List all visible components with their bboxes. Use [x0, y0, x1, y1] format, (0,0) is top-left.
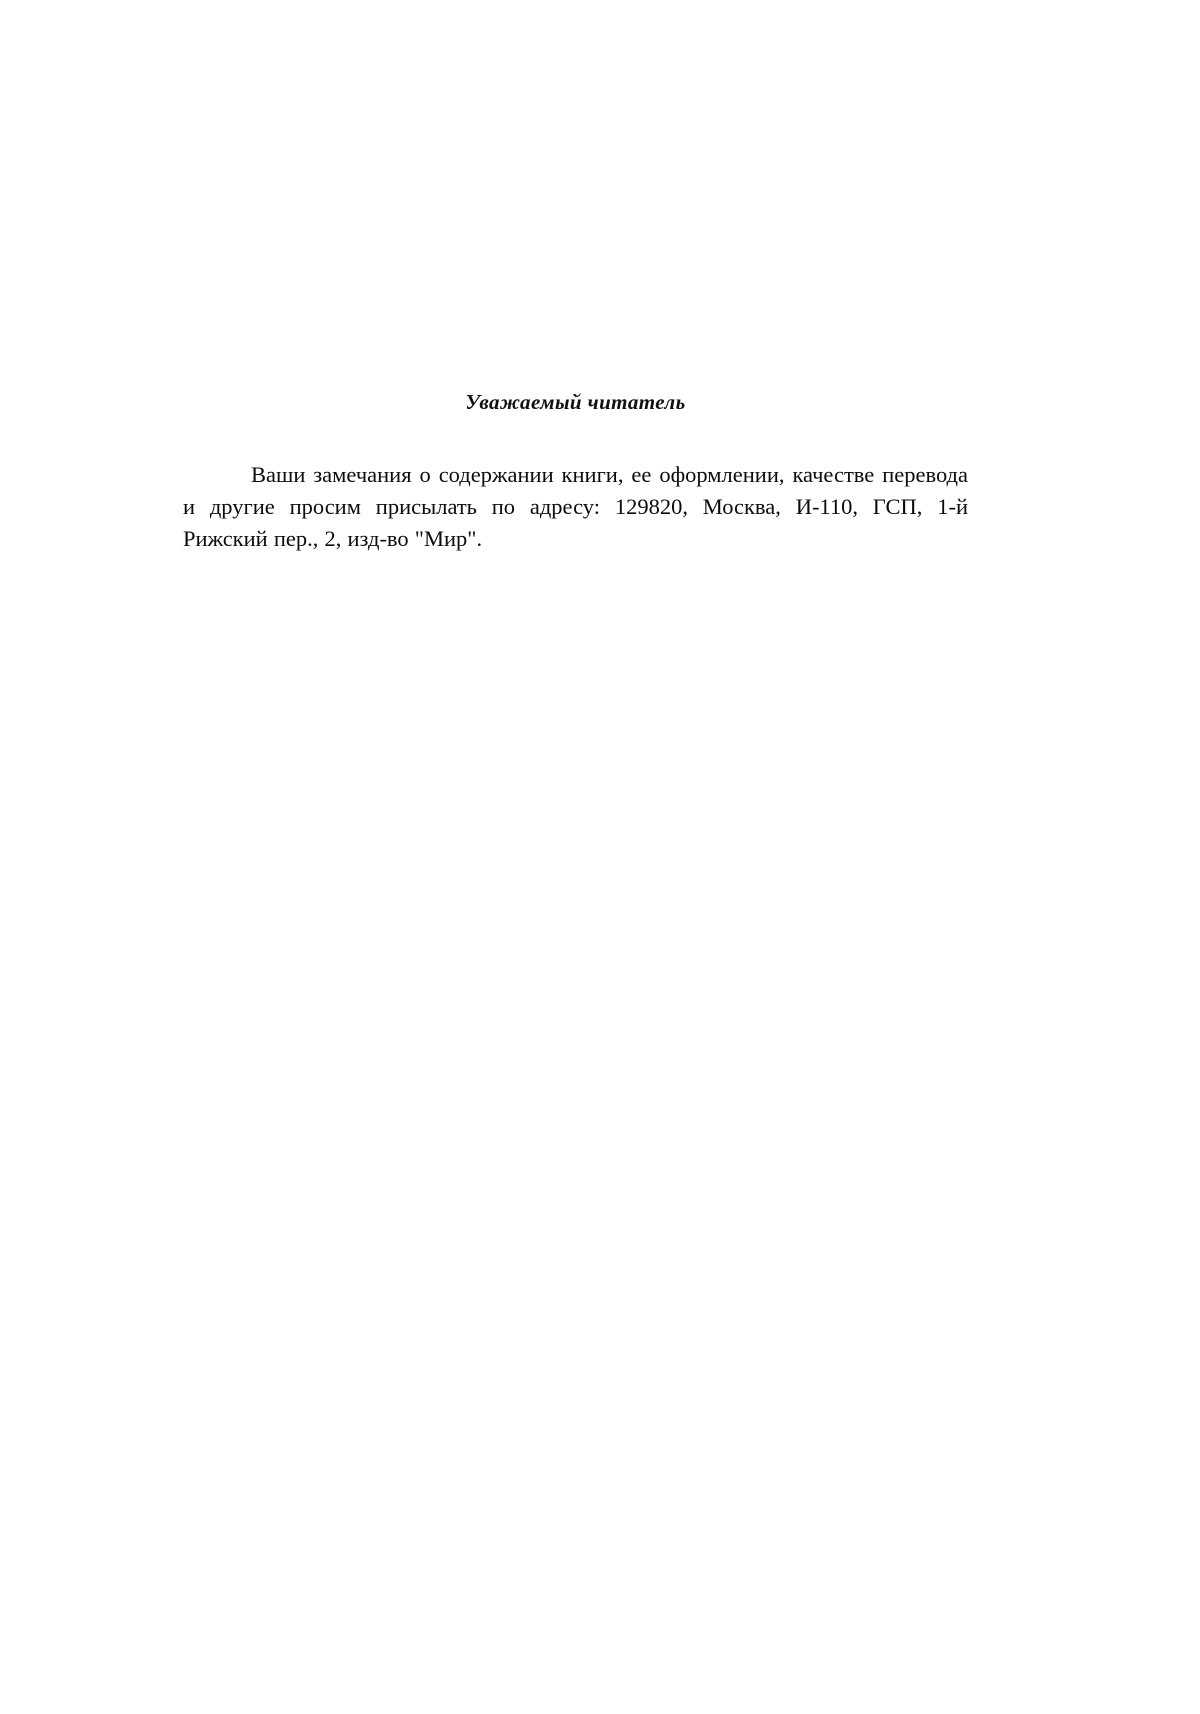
reader-notice-block [183, 390, 968, 555]
notice-heading: Уважаемый читатель [465, 390, 686, 414]
notice-paragraph: Ваши замечания о содержании книги, ее оформлении, качестве перевода и другие просим присылать по адресу: 129820, Москва, И-110, ГСП, 1-й Рижский пер., 2, изд-во "Мир". [183, 462, 968, 551]
